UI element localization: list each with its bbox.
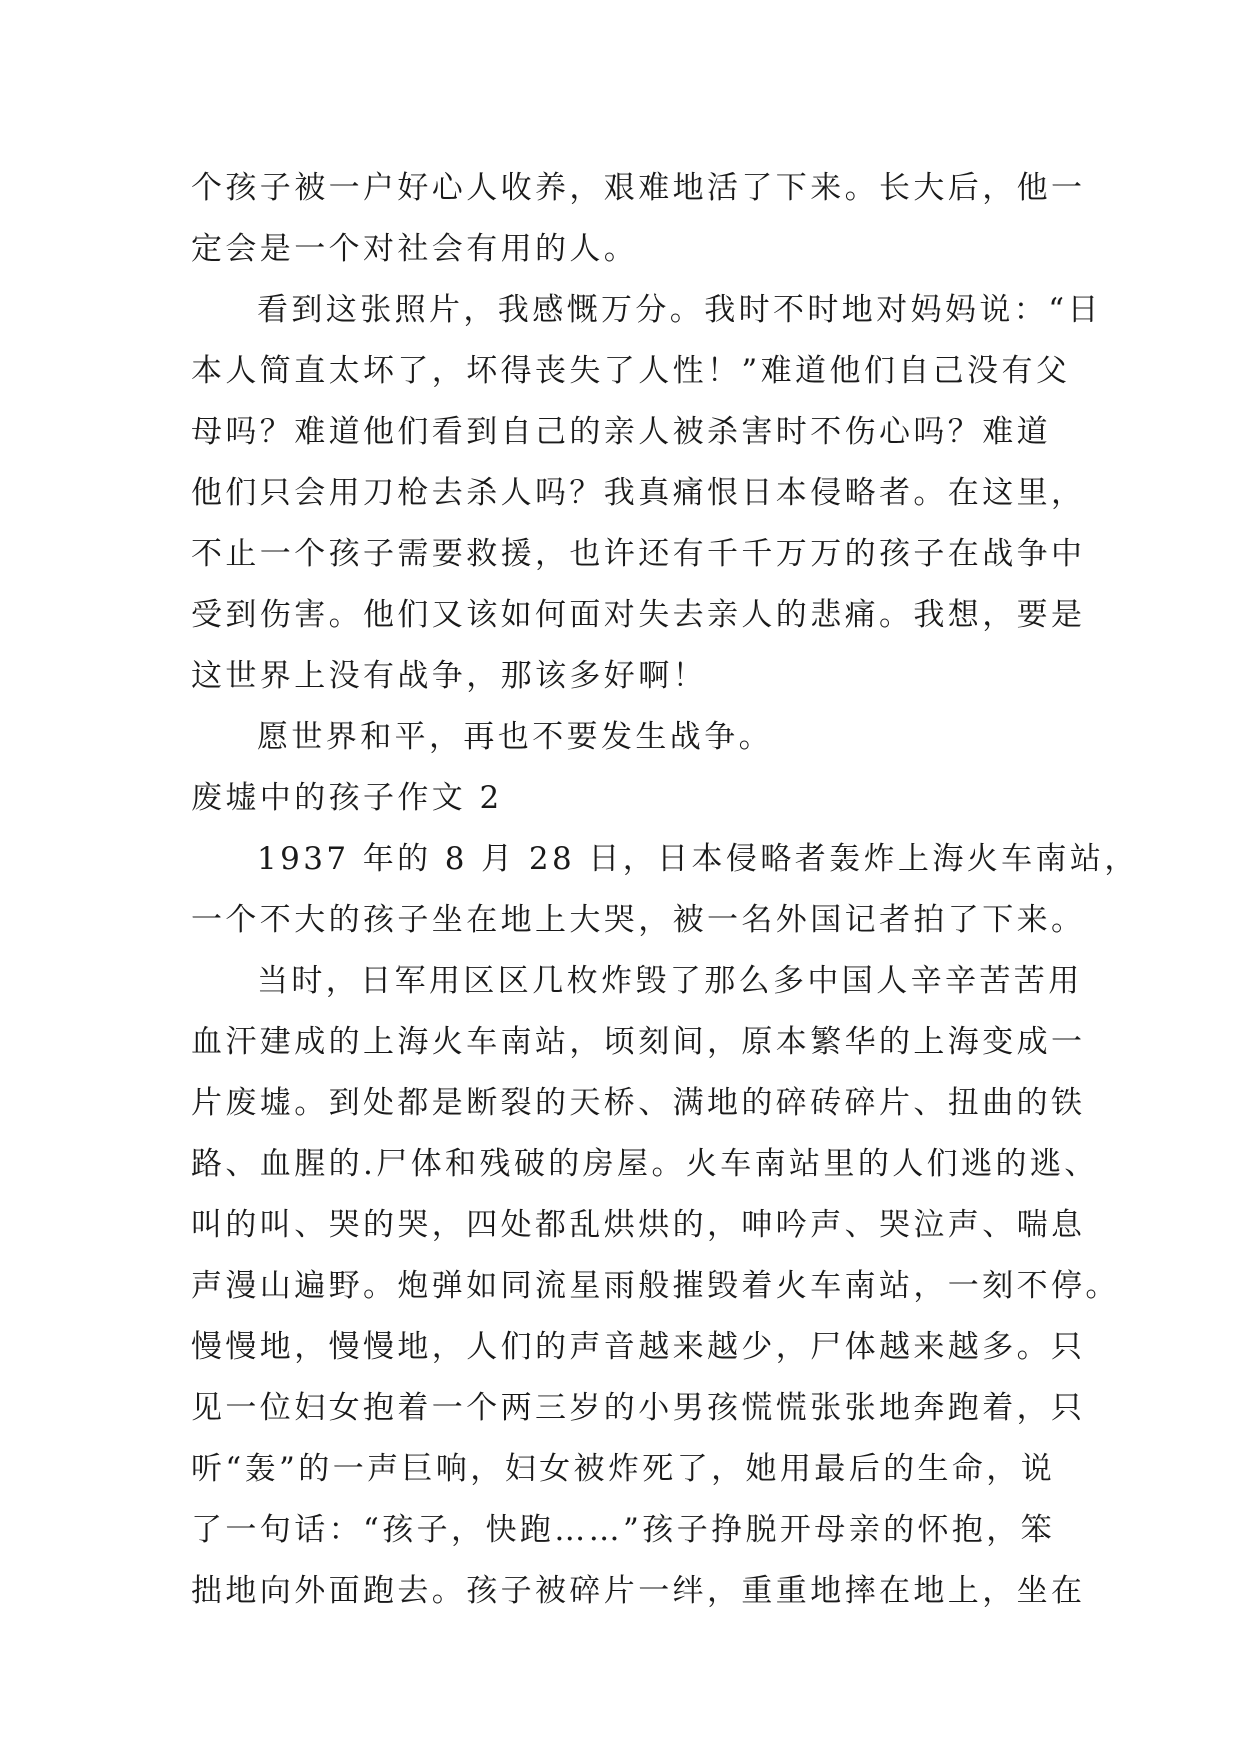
- text-line: 声漫山遍野。炮弹如同流星雨般摧毁着火车南站，一刻不停。: [191, 1268, 1120, 1304]
- text-line: 不止一个孩子需要救援，也许还有千千万万的孩子在战争中: [191, 536, 1086, 572]
- text-line: 定会是一个对社会有用的人。: [191, 231, 639, 267]
- text-line: 路、血腥的.尸体和残破的房屋。火车南站里的人们逃的逃、: [191, 1146, 1099, 1182]
- text-line: 片废墟。到处都是断裂的天桥、满地的碎砖碎片、扭曲的铁: [191, 1085, 1086, 1121]
- text-line: 听“轰”的一声巨响，妇女被炸死了，她用最后的生命，说: [191, 1451, 1056, 1487]
- text-line: 本人简直太坏了，坏得丧失了人性！”难道他们自己没有父: [191, 353, 1071, 389]
- text-line: 看到这张照片，我感慨万分。我时不时地对妈妈说：“日: [257, 292, 1102, 328]
- text-line: 慢慢地，慢慢地，人们的声音越来越少，尸体越来越多。只: [191, 1329, 1086, 1365]
- text-line: 叫的叫、哭的哭，四处都乱烘烘的，呻吟声、哭泣声、喘息: [191, 1207, 1086, 1243]
- text-line: 血汗建成的上海火车南站，顷刻间，原本繁华的上海变成一: [191, 1024, 1086, 1060]
- document-body: [191, 158, 1139, 1622]
- section-heading: 废墟中的孩子作文 2: [191, 780, 503, 816]
- text-line: 他们只会用刀枪去杀人吗？我真痛恨日本侵略者。在这里，: [191, 475, 1086, 511]
- text-line: 这世界上没有战争，那该多好啊！: [191, 658, 707, 694]
- text-line: 一个不大的孩子坐在地上大哭，被一名外国记者拍了下来。: [191, 902, 1086, 938]
- text-line: 当时，日军用区区几枚炸毁了那么多中国人辛辛苦苦用: [257, 963, 1083, 999]
- text-line: 受到伤害。他们又该如何面对失去亲人的悲痛。我想，要是: [191, 597, 1086, 633]
- text-line: 母吗？难道他们看到自己的亲人被杀害时不伤心吗？难道: [191, 414, 1051, 450]
- text-line: 1937 年的 8 月 28 日，日本侵略者轰炸上海火车南站，: [257, 841, 1139, 877]
- text-line: 见一位妇女抱着一个两三岁的小男孩慌慌张张地奔跑着，只: [191, 1390, 1086, 1426]
- text-line: 愿世界和平，再也不要发生战争。: [257, 719, 773, 755]
- text-line: 拙地向外面跑去。孩子被碎片一绊，重重地摔在地上，坐在: [191, 1573, 1086, 1609]
- text-line: 个孩子被一户好心人收养，艰难地活了下来。长大后，他一: [191, 170, 1086, 206]
- text-line: 了一句话：“孩子，快跑……”孩子挣脱开母亲的怀抱，笨: [191, 1512, 1056, 1548]
